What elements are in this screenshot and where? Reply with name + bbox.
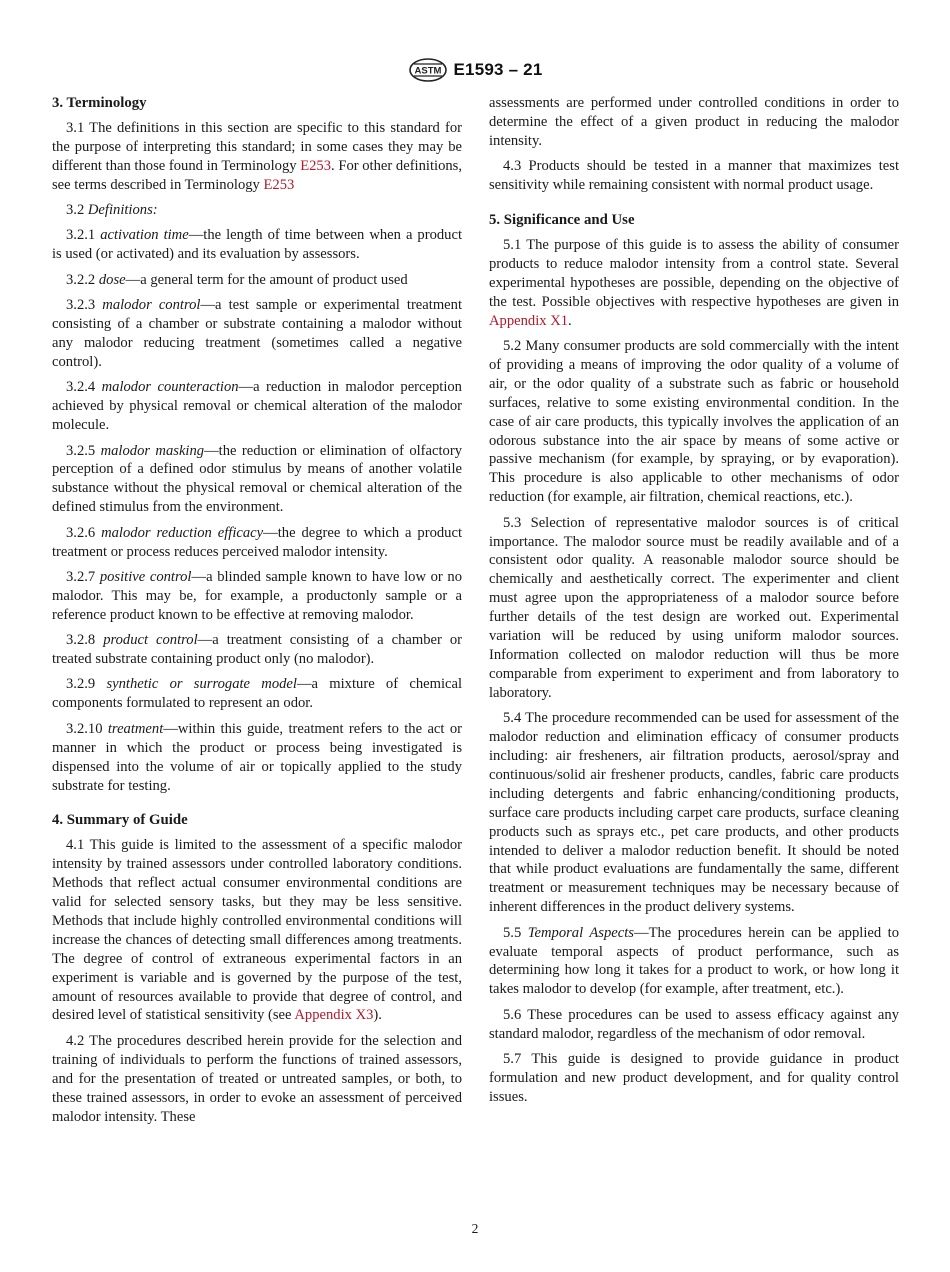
paragraph-5-2: 5.2 Many consumer products are sold commercially with the intent of providing a means of improving the odor quality of a volume of air, or the odor quality of a substrate such as fabric or household surfaces, relative to some existing environmental condition. In the case of air care products, this typically involves the application of an odorous substance into the air space by means of some active or passive mechanism (for example, by spraying, or by evaporation). This procedure is also applicable to other mechanisms of odor reduction (for example, air filtration, chemical reactions, etc.). <box>489 337 899 506</box>
standard-designation: E1593 – 21 <box>453 60 543 79</box>
paragraph-5-3: 5.3 Selection of representative malodor sources is of critical importance. The malodor source must be readily available and of a consistent odor quality. A reasonable malodor source should be chemically and aesthetically correct. The experimenter and client must agree upon the appropriateness of a malodor source before further details of the test design are worked out. Experimental variation will be reduced by using uniform malodor sources. Information collected on malodor reduction will thus be more comparable from experiment to experiment and from laboratory to laboratory. <box>489 514 899 701</box>
page-number: 2 <box>471 1221 479 1236</box>
astm-logo-icon <box>408 58 448 82</box>
paragraph-4-2: 4.2 The procedures described herein provide for the selection and training of individuals to perform the functions of trained assessors, and for the presentation of treated or untreated samples, or both, to these trained assessors, in order to evoke an assessment of perceived malodor intensity. These <box>52 1032 462 1125</box>
paragraph-4-2-continued: assessments are performed under controlled conditions in order to determine the effect of a given product in reducing the malodor intensity. <box>489 95 899 149</box>
definition-malodor-counteraction: 3.2.4 malodor counteraction—a reduction in malodor perception achieved by physical removal or chemical alteration of the malodor molecule. <box>52 379 462 434</box>
definition-malodor-reduction-efficacy: 3.2.6 malodor reduction efficacy—the degree to which a product treatment or process reduces perceived malodor intensity. <box>52 524 462 560</box>
link-e253-second[interactable]: E253 <box>263 176 295 193</box>
paragraph-5-5: 5.5 Temporal Aspects—The procedures herein can be applied to evaluate temporal aspects of product performance, such as determining how long it takes for a product to work, or how long it takes malodor to develop (for example, after treatment, etc.). <box>489 924 899 998</box>
definition-dose: 3.2.2 dose—a general term for the amount of product used <box>66 271 408 288</box>
paragraph-3-1: 3.1 The definitions in this section are specific to this standard for the purpose of interpreting this standard; in some cases they may be different than those found in Terminology E253. For other definitions, see terms described in Terminology E253 <box>52 119 462 193</box>
paragraph-4-1: 4.1 This guide is limited to the assessment of a specific malodor intensity by trained assessors under controlled laboratory conditions. Methods that reflect actual consumer environmental conditions are valid for selected sensory tasks, but they may be less sensitive. Methods that include highly controlled environmental conditions will increase the chances of detecting small differences among treatments. The degree of control of extraneous experimental factors in an experiment is variable and is governed by the purpose of the test, amount of resources available to provide that degree of control, and desired level of statistical sensitivity (see Appendix X3). <box>52 837 462 1024</box>
paragraph-5-7: 5.7 This guide is designed to provide guidance in product formulation and new product development, and for quality control issues. <box>489 1051 899 1105</box>
paragraph-5-4: 5.4 The procedure recommended can be used for assessment of the malodor reduction and elimination efficacy of consumer products including: air fresheners, air filtration products, aerosol/spray and continuous/solid air freshener products, candles, fabric care products including detergents and fabric enhancing/conditioning products, surface care products including carpet care products, surface cleaning products such as sprays etc., pet care products, and other products intended to deliver a malodor reduction benefit. It should be noted that while product evaluations are fundamentally the same, different treatment or measurement techniques may be necessary because of inherent differences in the product delivery systems. <box>489 710 899 916</box>
definition-malodor-control: 3.2.3 malodor control—a test sample or experimental treatment consisting of a chamber or substrate containing a malodor without any malodor reducing treatment (sometimes called a negative control). <box>52 297 462 370</box>
right-column <box>489 94 899 1113</box>
definition-treatment: 3.2.10 treatment—within this guide, treatment refers to the act or manner in which the product or process being investigated is dispensed into the volume of air or topically applied to the study substrate for testing. <box>52 720 462 794</box>
definition-product-control: 3.2.8 product control—a treatment consisting of a chamber or treated substrate containing product only (no malodor). <box>52 632 462 668</box>
paragraph-3-2: 3.2 Definitions: <box>66 202 158 219</box>
section-heading-summary: 4. Summary of Guide <box>52 812 188 829</box>
definition-activation-time: 3.2.1 activation time—the length of time between when a product is used (or activated) and its evaluation by assessors. <box>52 227 463 263</box>
link-appendix-x1[interactable]: Appendix X1 <box>489 312 569 329</box>
definition-synthetic-model: 3.2.9 synthetic or surrogate model—a mixture of chemical components formulated to represent an odor. <box>52 676 463 712</box>
paragraph-4-3: 4.3 Products should be tested in a manner that maximizes test sensitivity while remaining consistent with normal product usage. <box>489 158 899 194</box>
paragraph-5-1: 5.1 The purpose of this guide is to assess the ability of consumer products to reduce malodor intensity from a control state. Several experimental hypotheses are possible, depending on the objective of the test. Possible objectives with respective hypotheses are given in Appendix X1. <box>489 236 899 329</box>
link-e253[interactable]: E253 <box>300 157 332 174</box>
paragraph-5-6: 5.6 These procedures can be used to assess efficacy against any standard malodor, regardless of the mechanism of odor removal. <box>489 1006 899 1042</box>
section-heading-terminology: 3. Terminology <box>52 95 147 111</box>
page-header <box>0 58 950 82</box>
section-heading-significance: 5. Significance and Use <box>489 212 635 229</box>
definition-malodor-masking: 3.2.5 malodor masking—the reduction or elimination of olfactory perception of a defined odor stimulus by means of another volatile substance without the physical removal or chemical alteration of the defined stimulus from the environment. <box>52 442 462 516</box>
left-column <box>52 94 462 1133</box>
definition-positive-control: 3.2.7 positive control—a blinded sample known to have low or no malodor. This may be, for example, a productonly sample or a reference product known to be effective at removing malodor. <box>52 568 463 623</box>
svg-text:ASTM: ASTM <box>414 65 441 77</box>
link-appendix-x3[interactable]: Appendix X3 <box>294 1007 374 1024</box>
